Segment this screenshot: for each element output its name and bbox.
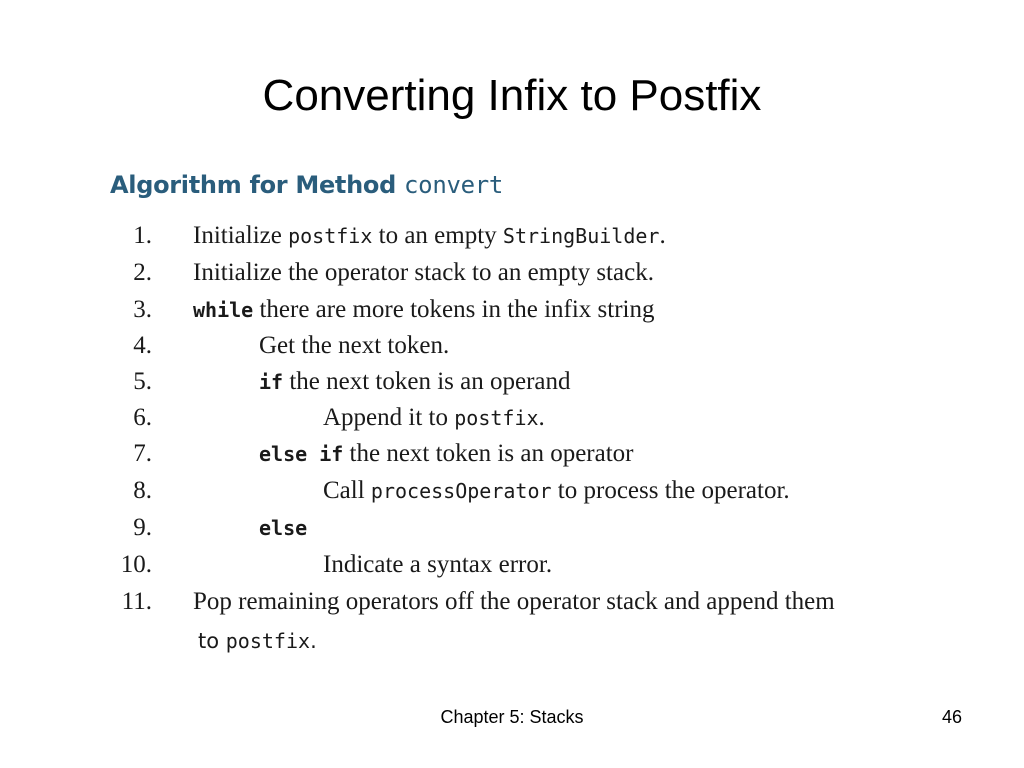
step-text-segment: the next token is an operand — [283, 368, 571, 395]
footer-page-number: 46 — [941, 707, 962, 727]
step-number: 4. — [133, 332, 152, 359]
algorithm-heading — [110, 168, 503, 202]
step-text — [193, 584, 835, 620]
step-text — [259, 328, 449, 364]
step-keyword: else — [259, 516, 308, 540]
step-text — [323, 473, 790, 509]
step-code-identifier: postfix — [288, 224, 373, 248]
step-text-segment: Initialize the operator stack to an empty stack. — [193, 259, 654, 286]
step-number: 7. — [133, 440, 152, 467]
step-code-identifier: StringBuilder — [502, 224, 660, 248]
step-number: 2. — [133, 259, 152, 286]
step-code-identifier: postfix — [454, 406, 539, 430]
step-number: 5. — [133, 368, 152, 395]
step-text-segment: to an empty — [372, 222, 503, 249]
step-keyword: else if — [259, 442, 344, 466]
algorithm-heading-text: Algorithm for Method — [110, 171, 405, 199]
step-text — [323, 547, 552, 583]
step-text-segment: Append it to — [323, 404, 455, 431]
slide-title: Converting Infix to Postfix — [262, 71, 762, 120]
step-code-identifier: processOperator — [370, 479, 552, 503]
step-text-segment: the next token is an operator — [343, 440, 634, 467]
step-text — [193, 292, 655, 328]
step-number: 11. — [121, 588, 152, 615]
step-number: 6. — [133, 404, 152, 431]
step-keyword: while — [193, 298, 254, 322]
step-number: 8. — [133, 477, 152, 504]
step-text — [193, 255, 654, 291]
step-text-segment: Pop remaining operators off the operator stack and append them — [193, 588, 835, 615]
step-text-segment: Initialize — [193, 222, 289, 249]
step-text-segment: Call — [323, 477, 371, 504]
step-text — [259, 510, 307, 546]
step-number: 3. — [133, 296, 152, 323]
step-text — [193, 218, 666, 254]
step-number: 9. — [133, 514, 152, 541]
footer-chapter: Chapter 5: Stacks — [440, 707, 584, 727]
step-number: 1. — [133, 222, 152, 249]
step-text — [323, 400, 545, 436]
step-text-segment: Indicate a syntax error. — [323, 551, 553, 578]
step-text-segment: Get the next token. — [259, 332, 450, 359]
step-keyword: if — [259, 370, 284, 394]
step-text — [259, 436, 633, 472]
continuation-text: to — [198, 629, 226, 653]
step-number: 10. — [120, 551, 152, 578]
step-text-segment: there are more tokens in the infix string — [253, 296, 655, 323]
step-11-continuation — [198, 624, 317, 658]
step-text-segment: . — [659, 222, 666, 249]
step-text — [259, 364, 571, 400]
continuation-code: postfix — [225, 629, 311, 653]
step-text-segment: to process the operator. — [551, 477, 790, 504]
continuation-end: . — [310, 629, 317, 653]
algorithm-heading-method: convert — [404, 171, 504, 199]
step-text-segment: . — [538, 404, 545, 431]
